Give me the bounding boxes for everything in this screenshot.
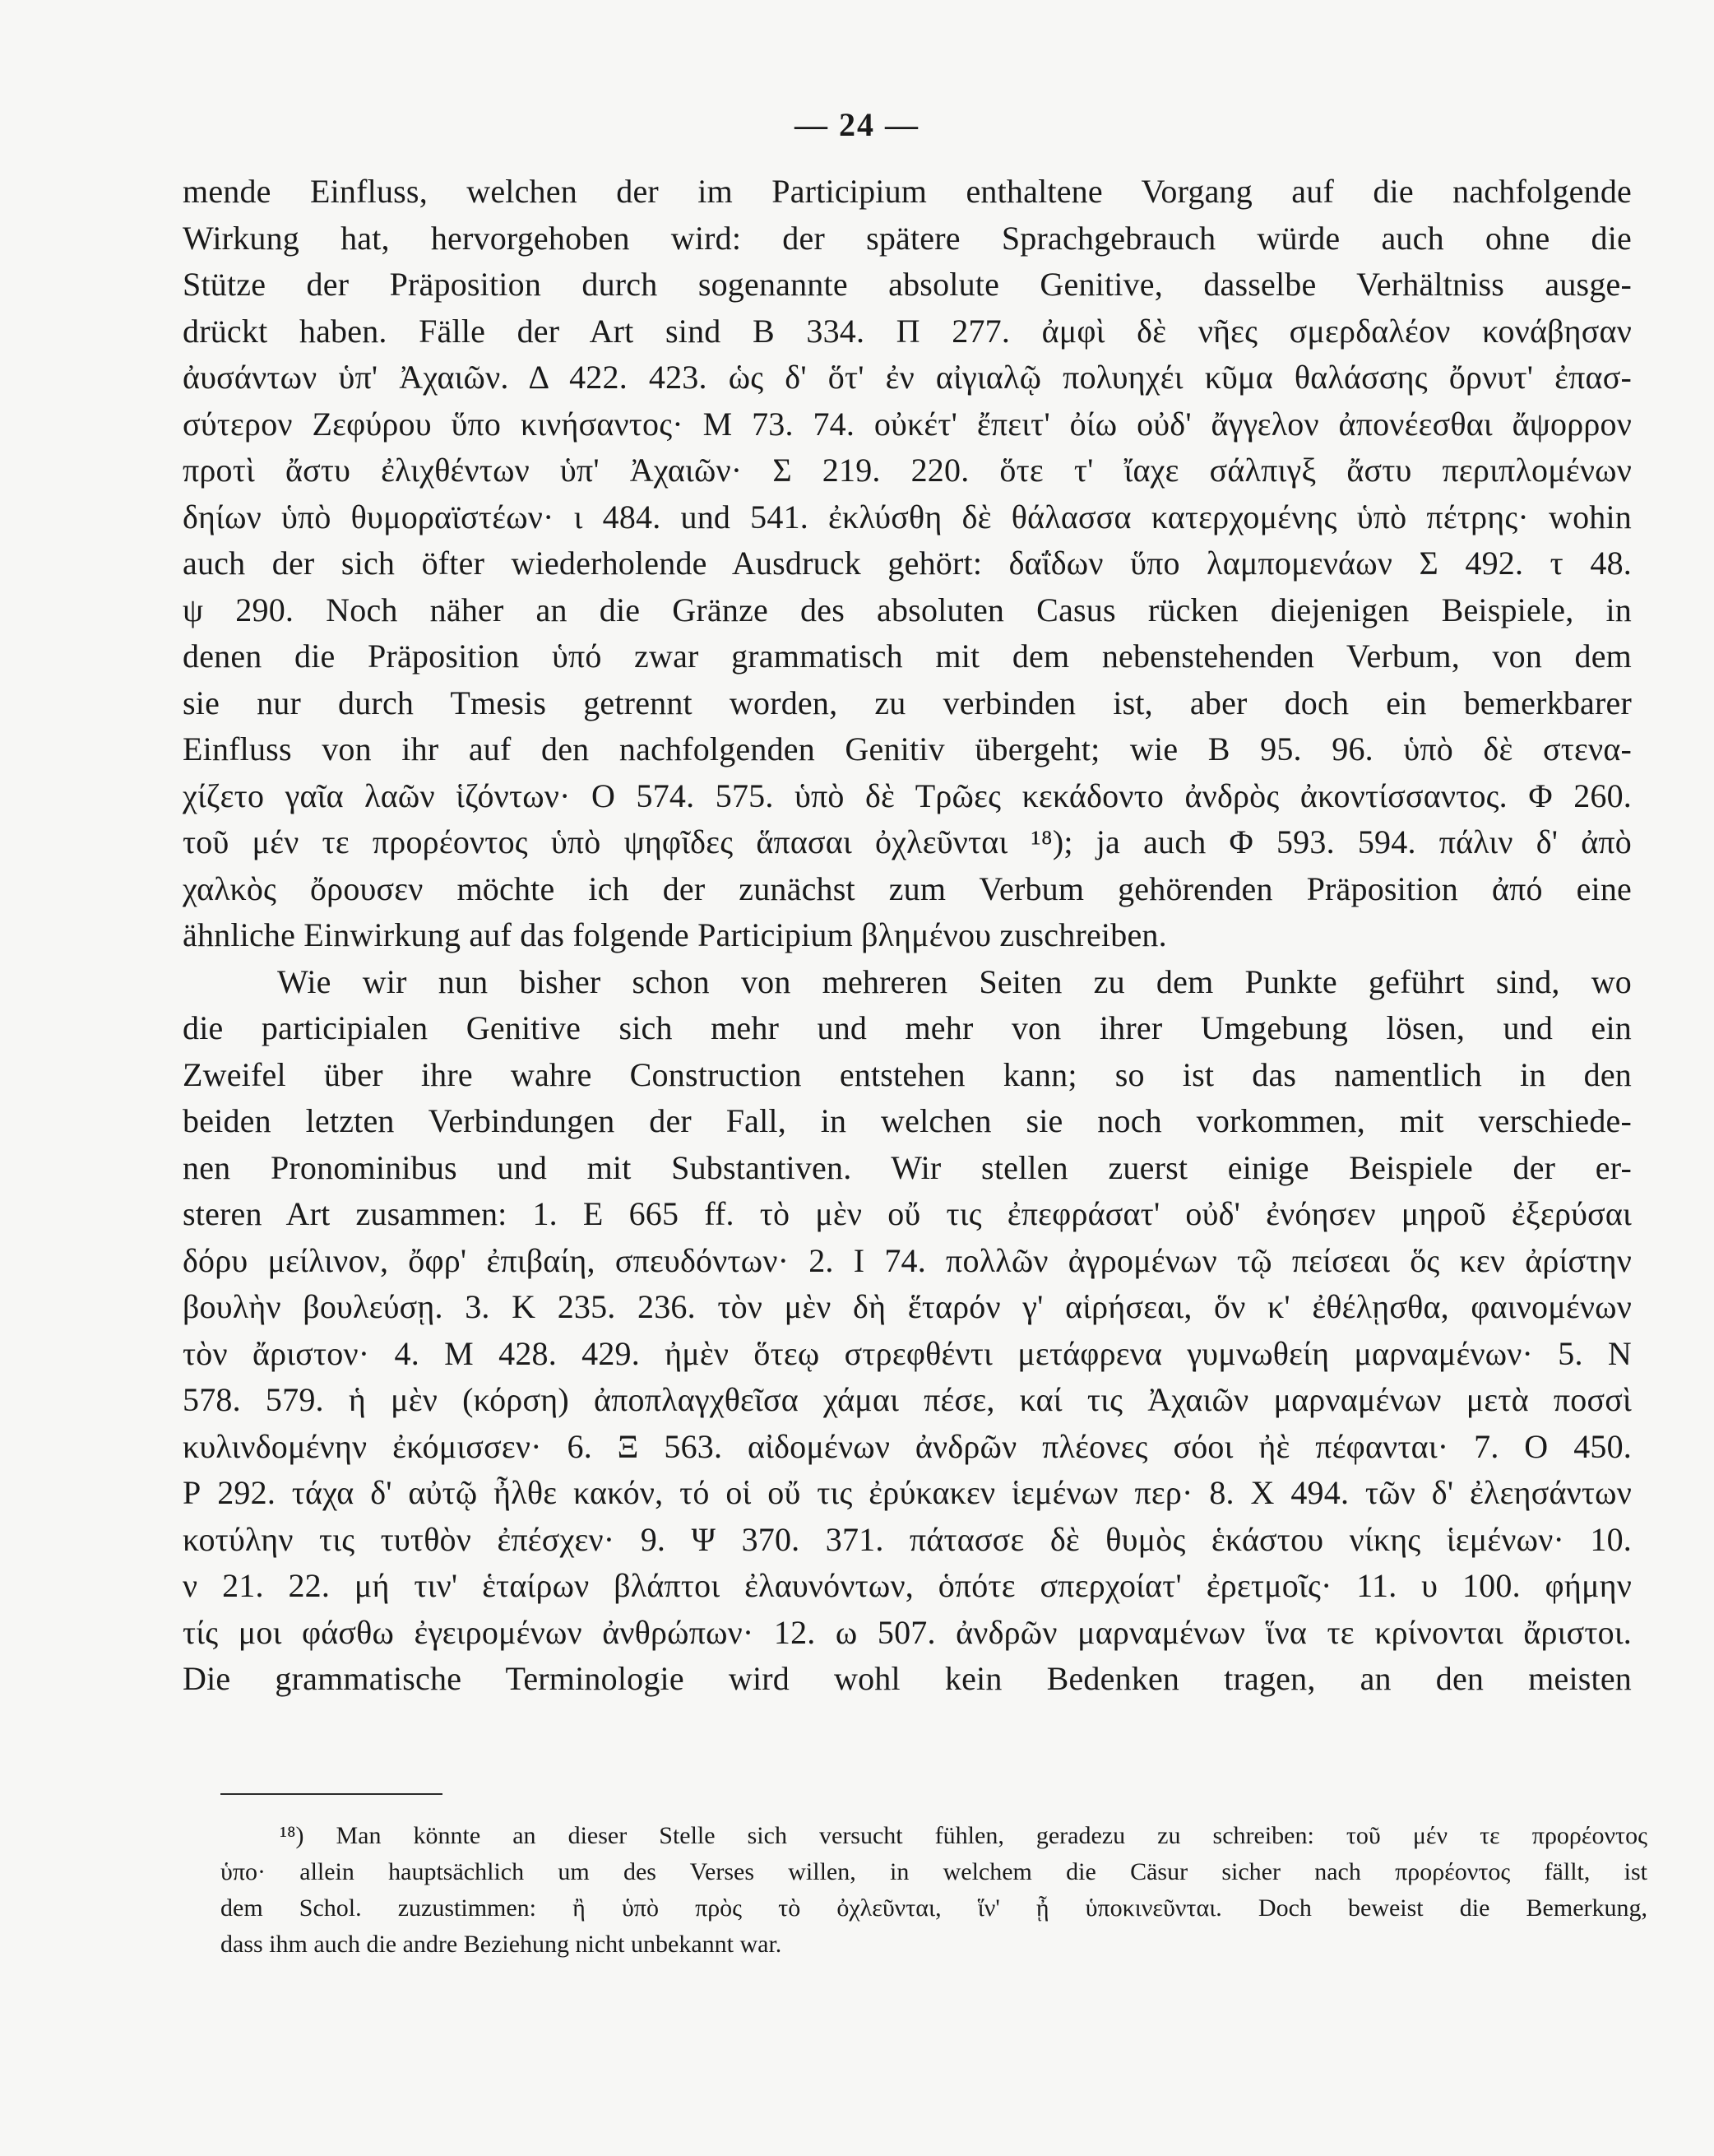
text-line: δηίων ὑπὸ θυμοραϊστέων· ι 484. und 541. ἐκλύσθη δὲ θάλασσα κατερχομένης ὑπὸ πέτρης· wohin [183, 498, 1632, 536]
text-line: Stütze der Präposition durch sogenannte absolute Genitive, dasselbe Verhältniss ausge- [183, 266, 1632, 303]
text-line: ψ 290. Noch näher an die Gränze des absoluten Casus rücken diejenigen Beispiele, in [183, 591, 1632, 628]
text-line: ἀυσάντων ὑπ' Ἀχαιῶν. Δ 422. 423. ὡς δ' ὅτ' ἐν αἰγιαλῷ πολυηχέι κῦμα θαλάσσης ὄρνυτ' ἐπασ- [183, 359, 1632, 396]
text-line: προτὶ ἄστυ ἐλιχθέντων ὑπ' Ἀχαιῶν· Σ 219. 220. ὅτε τ' ἴαχε σάλπιγξ ἄστυ περιπλομένων [183, 452, 1632, 489]
text-line: τὸν ἄριστον· 4. Μ 428. 429. ἠμὲν ὅτεῳ στρεφθέντι μετάφρενα γυμνωθείη μαρναμένων· 5. Ν [183, 1334, 1632, 1372]
footnote-block [220, 1818, 1647, 1963]
text-line: κοτύλην τις τυτθὸν ἐπέσχεν· 9. Ψ 370. 371. πάτασσε δὲ θυμὸς ἑκάστου νίκης ἱεμένων· 10. [183, 1520, 1632, 1558]
text-line: τίς μοι φάσθω ἐγειρομένων ἀνθρώπων· 12. ω 507. ἀνδρῶν μαρναμένων ἵνα τε κρίνονται ἄριστοι. [183, 1613, 1632, 1651]
text-line: Die grammatische Terminologie wird wohl kein Bedenken tragen, an den meisten [183, 1660, 1632, 1697]
footnote-line: dass ihm auch die andre Beziehung nicht unbekannt war. [220, 1931, 782, 1958]
footnote-divider [220, 1793, 442, 1795]
text-line: κυλινδομένην ἐκόμισσεν· 6. Ξ 563. αἰδομένων ἀνδρῶν πλέονες σόοι ἠὲ πέφανται· 7. Ο 450. [183, 1427, 1632, 1465]
footnote-line: dem Schol. zuzustimmen: ἢ ὑπὸ πρὸς τὸ ὀχλεῦνται, ἵν' ᾖ ὑποκινεῦνται. Doch beweist die Bemerkung, [220, 1894, 1647, 1922]
text-line: drückt haben. Fälle der Art sind Β 334. Π 277. ἀμφὶ δὲ νῆες σμερδαλέον κονάβησαν [183, 312, 1632, 350]
footnote-line: ὑπο· allein hauptsächlich um des Verses willen, in welchem die Cäsur sicher nach προρέοντος fällt, ist [220, 1858, 1647, 1885]
text-line: βουλὴν βουλεύσῃ. 3. Κ 235. 236. τὸν μὲν δὴ ἕταρόν γ' αἱρήσεαι, ὅν κ' ἐθέλῃσθα, φαινομένων [183, 1288, 1632, 1325]
text-line: δόρυ μείλινον, ὄφρ' ἐπιβαίη, σπευδόντων· 2. Ι 74. πολλῶν ἀγρομένων τῷ πείσεαι ὅς κεν ἀρίστην [183, 1241, 1632, 1279]
text-line: Zweifel über ihre wahre Construction entstehen kann; so ist das namentlich in den [183, 1055, 1632, 1093]
text-line: Wirkung hat, hervorgehoben wird: der spätere Sprachgebrauch würde auch ohne die [183, 219, 1632, 257]
text-line: sie nur durch Tmesis getrennt worden, zu verbinden ist, aber doch ein bemerkbarer [183, 684, 1632, 721]
text-line: die participialen Genitive sich mehr und mehr von ihrer Umgebung lösen, und ein [183, 1009, 1632, 1046]
text-line: steren Art zusammen: 1. Ε 665 ff. τὸ μὲν οὔ τις ἐπεφράσατ' οὐδ' ἐνόησεν μηροῦ ἐξερύσαι [183, 1195, 1632, 1232]
text-line: ν 21. 22. μή τιν' ἑταίρων βλάπτοι ἐλαυνόντων, ὁπότε σπερχοίατ' ἐρετμοῖς· 11. υ 100. φήμην [183, 1567, 1632, 1604]
text-line: nen Pronominibus und mit Substantiven. Wir stellen zuerst einige Beispiele der er- [183, 1148, 1632, 1186]
text-line: σύτερον Ζεφύρου ὕπο κινήσαντος· Μ 73. 74. οὐκέτ' ἔπειτ' ὀίω οὐδ' ἄγγελον ἀπονέεσθαι ἄψορρον [183, 405, 1632, 443]
main-text-block [183, 169, 1632, 1703]
text-line: χίζετο γαῖα λαῶν ἱζόντων· Ο 574. 575. ὑπὸ δὲ Τρῶες κεκάδοντο ἀνδρὸς ἀκοντίσσαντος. Φ 260. [183, 777, 1632, 814]
text-line: auch der sich öfter wiederholende Ausdruck gehört: δαΐδων ὕπο λαμπομενάων Σ 492. τ 48. [183, 545, 1632, 582]
paragraph-start-line: Wie wir nun bisher schon von mehreren Seiten zu dem Punkte geführt sind, wo [277, 962, 1632, 1000]
text-line: denen die Präposition ὑπό zwar grammatisch mit dem nebenstehenden Verbum, von dem [183, 638, 1632, 675]
text-line: ähnliche Einwirkung auf das folgende Participium βλημένου zuschreiben. [183, 916, 1167, 953]
text-line: beiden letzten Verbindungen der Fall, in welchen sie noch vorkommen, mit verschiede- [183, 1102, 1632, 1139]
page-number: — 24 — [794, 106, 920, 143]
footnote-line: ¹⁸) Man könnte an dieser Stelle sich versucht fühlen, geradezu zu schreiben: τοῦ μέν τε προρέοντος [280, 1822, 1647, 1849]
text-line: χαλκὸς ὄρουσεν möchte ich der zunächst zum Verbum gehörenden Präposition ἀπό eine [183, 869, 1632, 907]
text-line: 578. 579. ἡ μὲν (κόρση) ἀποπλαγχθεῖσα χάμαι πέσε, καί τις Ἀχαιῶν μαρναμένων μετὰ ποσσὶ [183, 1381, 1632, 1418]
text-line: Ρ 292. τάχα δ' αὐτῷ ἦλθε κακόν, τό οἱ οὔ τις ἐρύκακεν ἱεμένων περ· 8. Χ 494. τῶν δ' ἐλεησάντων [183, 1474, 1632, 1511]
text-line: Einfluss von ihr auf den nachfolgenden Genitiv übergeht; wie Β 95. 96. ὑπὸ δὲ στενα- [183, 730, 1632, 767]
text-line: τοῦ μέν τε προρέοντος ὑπὸ ψηφῖδες ἅπασαι ὀχλεῦνται ¹⁸); ja auch Φ 593. 594. πάλιν δ' ἀπὸ [183, 823, 1632, 860]
text-line: mende Einfluss, welchen der im Participium enthaltene Vorgang auf die nachfolgende [183, 173, 1632, 210]
